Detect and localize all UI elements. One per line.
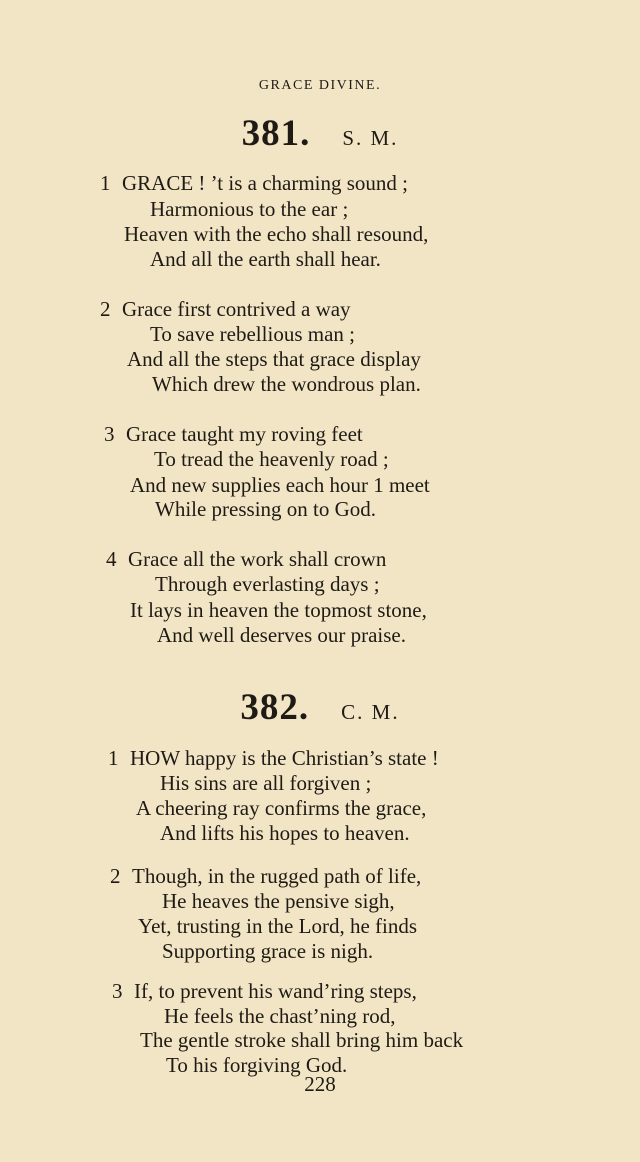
verse-line: To save rebellious man ; [150,322,355,346]
verse-number: 2 [110,864,121,888]
verse-line: And all the steps that grace display [127,347,421,371]
verse-line: To his forgiving God. [166,1053,348,1077]
verse-number: 3 [104,422,115,446]
verse-line: 3 If, to prevent his wand’ring steps, [112,979,417,1003]
verse-line: A cheering ray confirms the grace, [136,796,427,820]
hymn-number: 381. [241,113,311,154]
verse-line: 4 Grace all the work shall crown [106,547,387,571]
verse-number: 1 [108,746,119,770]
page-number: 228 [304,1072,336,1096]
verse-line: 1 GRACE ! ’t is a charming sound ; [100,171,409,195]
verse-line: And lifts his hopes to heaven. [160,821,410,845]
verse-line: Which drew the wondrous plan. [152,372,421,396]
verse-line: 2 Though, in the rugged path of life, [110,864,422,888]
verse-line: The gentle stroke shall bring him back [140,1028,464,1052]
verse-line: 2 Grace first contrived a way [100,297,351,321]
verse-line: He heaves the pensive sigh, [162,889,395,913]
verse-line: Through everlasting days ; [155,572,380,596]
verse-line: And all the earth shall hear. [150,247,381,271]
verse-number: 2 [100,297,111,321]
verse-line: His sins are all forgiven ; [160,771,372,795]
running-header: GRACE DIVINE. [258,78,382,93]
hymn-meter: S. M. [342,126,399,150]
verse-line: To tread the heavenly road ; [154,447,389,471]
verse-line: It lays in heaven the topmost stone, [130,598,427,622]
verse-line: 1 HOW happy is the Christian’s state ! [108,746,439,770]
verse-line: Yet, trusting in the Lord, he finds [138,914,418,938]
hymn-number: 382. [240,687,310,728]
verse-number: 1 [100,171,111,195]
verse-line: Heaven with the echo shall resound, [124,222,429,246]
verse-number: 4 [106,547,117,571]
verse-line: And new supplies each hour 1 meet [130,473,430,497]
verse-line: 3 Grace taught my roving feet [104,422,363,446]
hymn-heading [0,112,640,155]
verse-line: Harmonious to the ear ; [150,197,349,221]
verse-line: He feels the chast’ning rod, [164,1004,396,1028]
verse-line: Supporting grace is nigh. [162,939,374,963]
verse-number: 3 [112,979,123,1003]
verse-line: And well deserves our praise. [157,623,407,647]
verse-line: While pressing on to God. [155,497,377,521]
hymn-heading [0,686,640,729]
hymn-meter: C. M. [341,700,400,724]
